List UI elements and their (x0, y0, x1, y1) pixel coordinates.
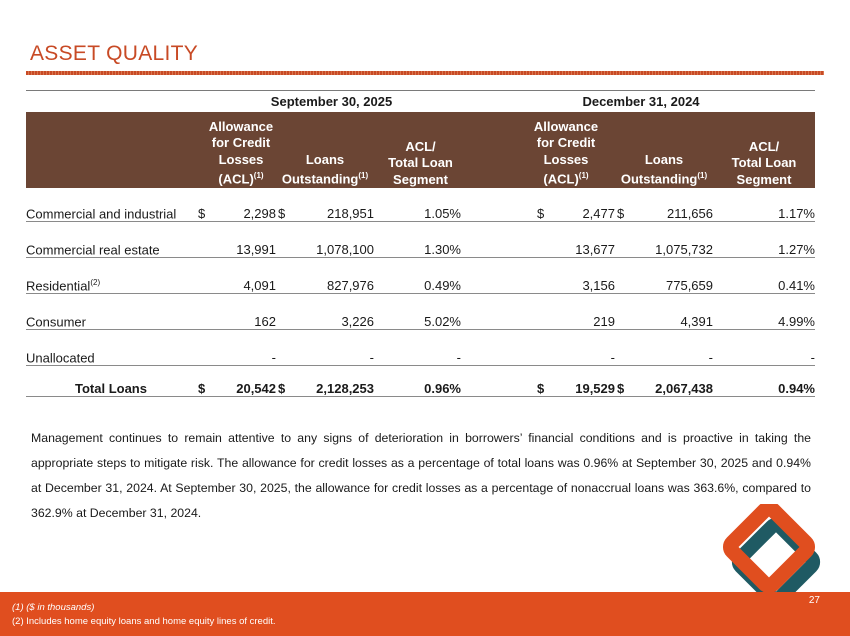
total-loans-2024: 2,067,438 (627, 366, 713, 397)
currency-symbol (535, 222, 547, 258)
currency-symbol (276, 258, 288, 294)
loans-2025: 827,976 (288, 258, 374, 294)
total-loans-2025: 2,128,253 (288, 366, 374, 397)
currency-symbol (615, 294, 627, 330)
loans-2024: 775,659 (627, 258, 713, 294)
acl-2024: 3,156 (547, 258, 615, 294)
ratio-2024: - (713, 330, 815, 366)
total-acl-2024: 19,529 (547, 366, 615, 397)
table-row (26, 330, 815, 366)
currency-symbol (535, 258, 547, 294)
currency-symbol: $ (276, 188, 288, 222)
loans-2025: 1,078,100 (288, 222, 374, 258)
acl-2025: - (208, 330, 276, 366)
currency-symbol (276, 222, 288, 258)
loans-2024: - (627, 330, 713, 366)
ratio-2025: 1.30% (374, 222, 467, 258)
period-sep-2025: September 30, 2025 (196, 91, 467, 113)
acl-2025: 13,991 (208, 222, 276, 258)
loans-2025: - (288, 330, 374, 366)
currency-symbol (196, 294, 208, 330)
currency-symbol (615, 330, 627, 366)
narrative-paragraph: Management continues to remain attentive to any signs of deterioration in borrowers’ financial conditions and is proactive in taking the appropriate steps to mitigate risk. The allowance for credit losses as a percentage of total loans was 0.96% at September 30, 2025 and 0.94% at December 31, 2024. At September 30, 2025, the allowance for credit losses as a percentage of nonaccrual loans was 363.6%, compared to 362.9% at December 31, 2024. (31, 431, 811, 520)
footer-bar (0, 592, 850, 636)
currency-symbol (196, 330, 208, 366)
ratio-2024: 0.41% (713, 258, 815, 294)
row-label: Commercial and industrial (26, 188, 196, 222)
row-label: Consumer (26, 294, 196, 330)
row-label: Commercial real estate (26, 222, 196, 258)
currency-symbol: $ (276, 366, 288, 397)
footnote-1: (1) ($ in thousands) (12, 602, 95, 613)
total-ratio-2024: 0.94% (713, 366, 815, 397)
ratio-2025: 5.02% (374, 294, 467, 330)
table-row (26, 258, 815, 294)
ratio-2024: 4.99% (713, 294, 815, 330)
ratio-2025: 1.05% (374, 188, 467, 222)
table-row (26, 294, 815, 330)
title-divider (26, 71, 824, 75)
acl-2024: 219 (547, 294, 615, 330)
loans-2024: 1,075,732 (627, 222, 713, 258)
loans-2024: 211,656 (627, 188, 713, 222)
table-row (26, 222, 815, 258)
page-title: ASSET QUALITY (30, 42, 199, 65)
ratio-2024: 1.27% (713, 222, 815, 258)
currency-symbol: $ (535, 188, 547, 222)
column-header-row (26, 112, 815, 188)
ratio-2025: - (374, 330, 467, 366)
total-acl-2025: 20,542 (208, 366, 276, 397)
currency-symbol: $ (535, 366, 547, 397)
loans-2025: 3,226 (288, 294, 374, 330)
currency-symbol (196, 222, 208, 258)
footnote-2: (2) Includes home equity loans and home equity lines of credit. (12, 616, 276, 627)
total-label: Total Loans (26, 366, 196, 397)
acl-2024: 13,677 (547, 222, 615, 258)
currency-symbol (615, 258, 627, 294)
currency-symbol: $ (615, 366, 627, 397)
currency-symbol (276, 330, 288, 366)
acl-2025: 2,298 (208, 188, 276, 222)
header-loans-2025: Loans Outstanding$^{(1)}$ (276, 112, 374, 188)
total-ratio-2025: 0.96% (374, 366, 467, 397)
header-acl-2024: Allowance for Credit Losses (ACL)$^{(1)}$ (467, 112, 615, 188)
header-loans-2024: Loans Outstanding$^{(1)}$ (615, 112, 713, 188)
period-header-row (26, 91, 815, 113)
acl-2025: 162 (208, 294, 276, 330)
currency-symbol: $ (196, 366, 208, 397)
acl-2024: - (547, 330, 615, 366)
header-ratio-2025: ACL/ Total Loan Segment (374, 112, 467, 188)
ratio-2025: 0.49% (374, 258, 467, 294)
row-label: Residential$^{(2)}$ (26, 258, 196, 294)
currency-symbol (535, 330, 547, 366)
currency-symbol (196, 258, 208, 294)
acl-2024: 2,477 (547, 188, 615, 222)
acl-2025: 4,091 (208, 258, 276, 294)
header-ratio-2024: ACL/ Total Loan Segment (713, 112, 815, 188)
loans-2024: 4,391 (627, 294, 713, 330)
row-label: Unallocated (26, 330, 196, 366)
asset-quality-table (26, 90, 815, 397)
period-dec-2024: December 31, 2024 (467, 91, 815, 113)
currency-symbol: $ (196, 188, 208, 222)
ratio-2024: 1.17% (713, 188, 815, 222)
page-number: 27 (808, 595, 820, 606)
currency-symbol (615, 222, 627, 258)
currency-symbol (535, 294, 547, 330)
currency-symbol: $ (615, 188, 627, 222)
header-acl-2025: Allowance for Credit Losses (ACL)$^{(1)}$ (196, 112, 276, 188)
currency-symbol (276, 294, 288, 330)
table-row (26, 188, 815, 222)
loans-2025: 218,951 (288, 188, 374, 222)
total-row (26, 366, 815, 397)
